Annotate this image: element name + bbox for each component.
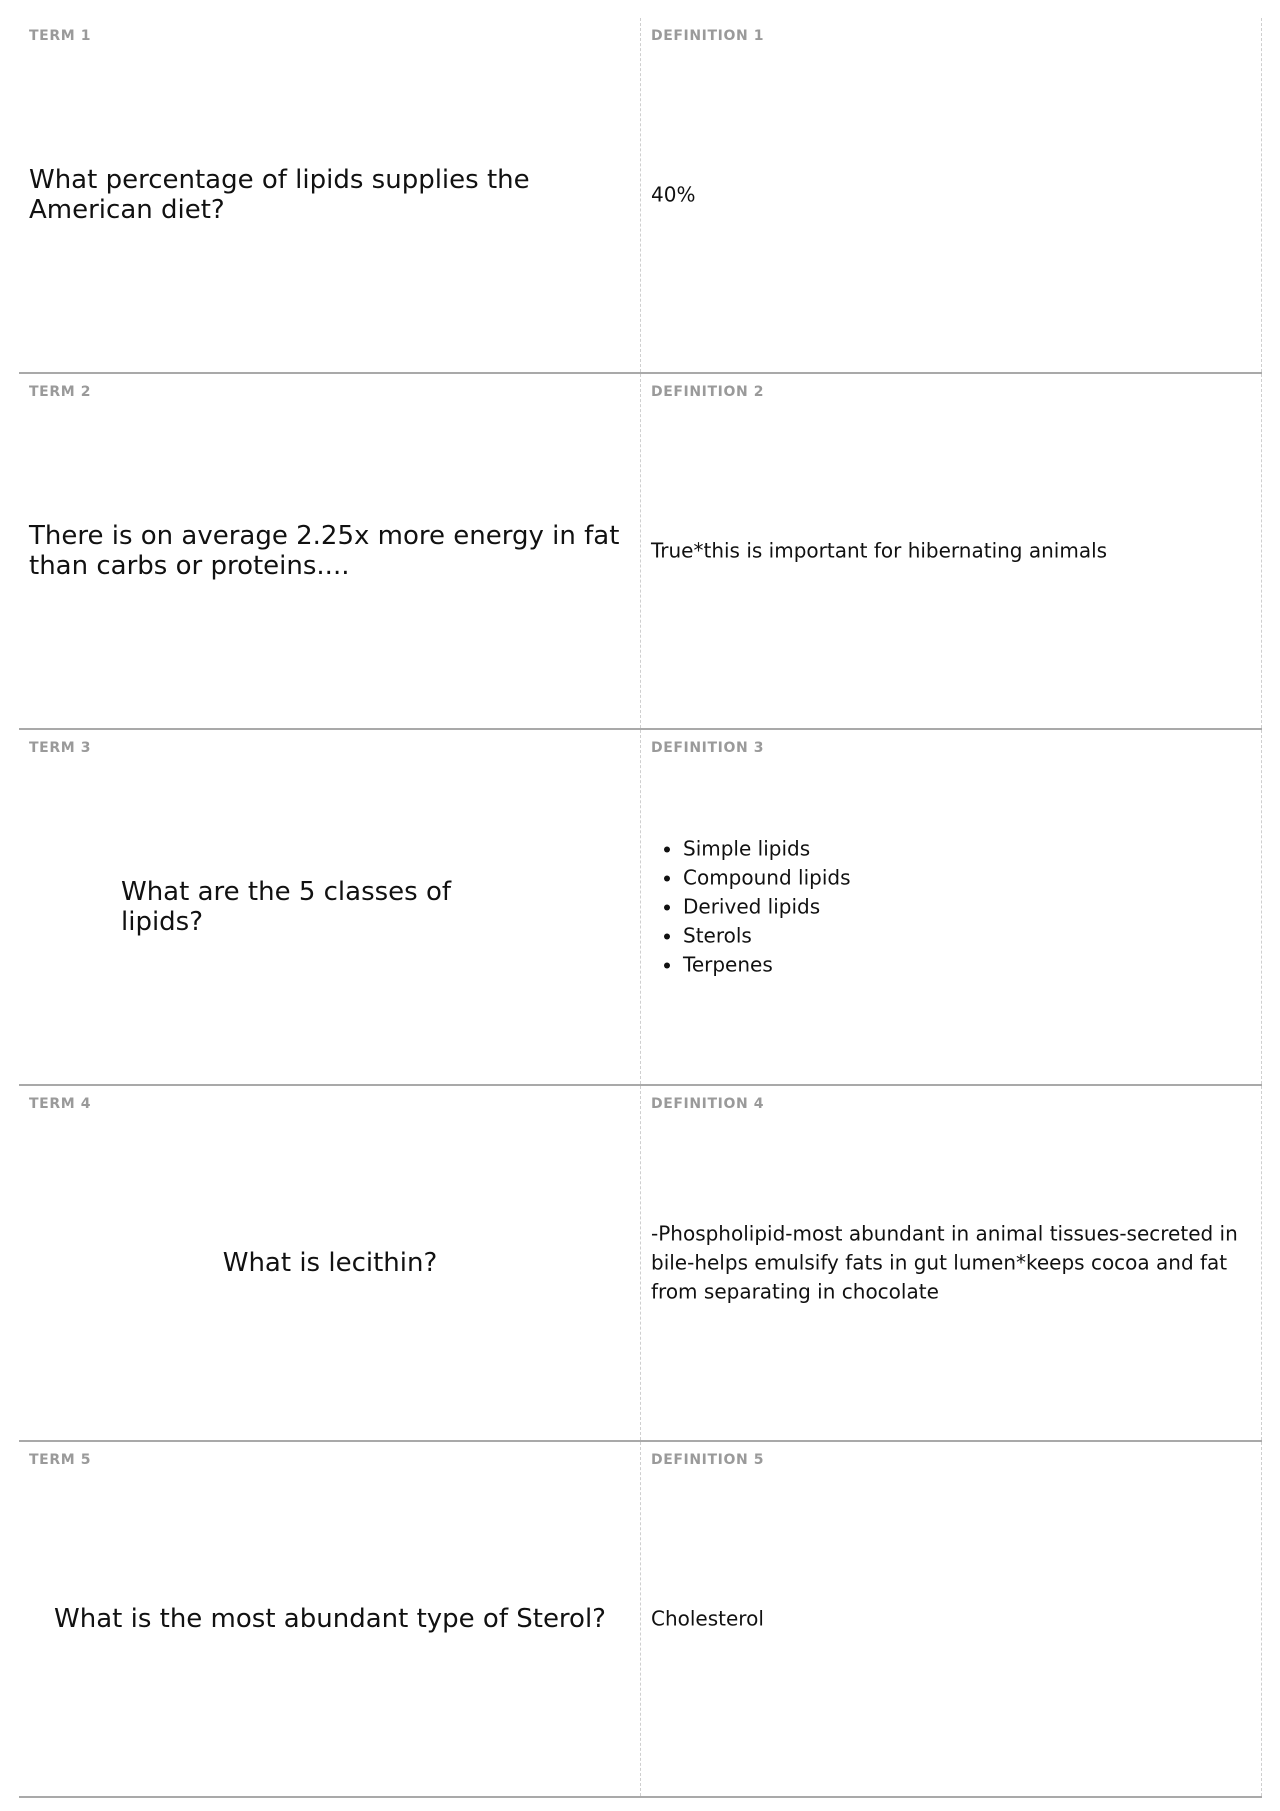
- term-text: There is on average 2.25x more energy in fat than carbs or proteins....: [29, 520, 620, 581]
- definition-text: True*this is important for hibernating animals: [651, 538, 1108, 563]
- definition-cell: [641, 730, 1262, 1084]
- definition-label: DEFINITION 5: [651, 1452, 765, 1468]
- list-item: • Sterols: [683, 922, 1241, 951]
- term-cell: [19, 374, 641, 728]
- definition-cell: [641, 1086, 1262, 1440]
- term-label: TERM 2: [29, 384, 92, 400]
- definition-text: Cholesterol: [651, 1606, 764, 1631]
- list-item: • Derived lipids: [683, 893, 1241, 922]
- flashcard-sheet: [19, 18, 1262, 1798]
- list-item: • Terpenes: [683, 951, 1241, 980]
- definition-text: 40%: [651, 182, 696, 207]
- term-cell: [19, 730, 641, 1084]
- card-row: [19, 1442, 1262, 1798]
- card-row: [19, 374, 1262, 730]
- term-label: TERM 5: [29, 1452, 92, 1468]
- card-row: [19, 1086, 1262, 1442]
- definition-label: DEFINITION 1: [651, 28, 765, 44]
- term-label: TERM 3: [29, 740, 92, 756]
- definition-label: DEFINITION 3: [651, 740, 765, 756]
- list-item: • Simple lipids: [683, 835, 1241, 864]
- term-text: What are the 5 classes of lipids?: [121, 876, 452, 937]
- term-cell: [19, 1442, 641, 1796]
- list-item: • Compound lipids: [683, 864, 1241, 893]
- term-label: TERM 4: [29, 1096, 92, 1112]
- term-text: What percentage of lipids supplies the American diet?: [29, 164, 530, 225]
- definition-text: -Phospholipid-most abundant in animal tissues-secreted in bile-helps emulsify fats in gut lumen*keeps cocoa and fat from separating in chocolate: [651, 1221, 1238, 1304]
- term-cell: [19, 18, 641, 372]
- term-cell: [19, 1086, 641, 1440]
- term-label: TERM 1: [29, 28, 92, 44]
- term-text: What is the most abundant type of Sterol?: [54, 1603, 606, 1634]
- card-row: [19, 730, 1262, 1086]
- definition-label: DEFINITION 2: [651, 384, 765, 400]
- definition-cell: [641, 374, 1262, 728]
- definition-label: DEFINITION 4: [651, 1096, 765, 1112]
- definition-cell: [641, 18, 1262, 372]
- term-text: What is lecithin?: [222, 1247, 438, 1278]
- card-row: [19, 18, 1262, 374]
- definition-cell: [641, 1442, 1262, 1796]
- definition-list: [651, 835, 1241, 980]
- definition-list-wrapper: [651, 835, 1241, 980]
